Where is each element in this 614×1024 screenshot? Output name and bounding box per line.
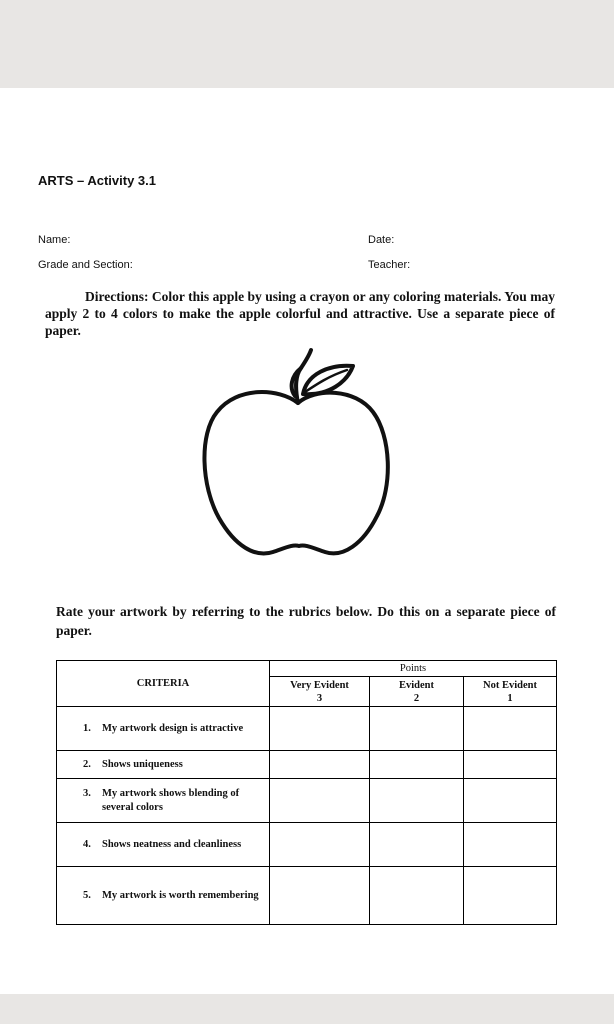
- apple-body: [204, 392, 387, 553]
- score-cell: [370, 779, 464, 823]
- teacher-label: Teacher:: [368, 259, 411, 271]
- criterion-5: 5. My artwork is worth remembering: [57, 867, 270, 925]
- score-cell: [270, 823, 370, 867]
- score-cell: [464, 751, 557, 779]
- score-cell: [270, 707, 370, 751]
- rubric-table: [56, 660, 557, 925]
- name-label: Name:: [38, 234, 71, 246]
- score-cell: [270, 779, 370, 823]
- worksheet-page: [0, 88, 614, 994]
- table-row: [57, 707, 557, 751]
- table-row: [57, 823, 557, 867]
- level-very-evident: Very Evident 3: [270, 677, 370, 707]
- score-cell: [464, 867, 557, 925]
- criterion-3: 3. My artwork shows blending of several colors: [57, 779, 270, 823]
- rate-instruction: Rate your artwork by referring to the rubrics below. Do this on a separate piece of paper.: [56, 604, 556, 638]
- level-not-evident: Not Evident 1: [464, 677, 557, 707]
- score-cell: [464, 779, 557, 823]
- criterion-2: 2. Shows uniqueness: [57, 751, 270, 779]
- score-cell: [370, 823, 464, 867]
- criteria-header: CRITERIA: [57, 661, 270, 707]
- directions-body: Directions: Color this apple by using a crayon or any coloring materials. You may apply 2 to 4 colors to make the apple colorful and attractive. Use a separate piece of paper.: [45, 289, 555, 338]
- apple-outline-drawing: [197, 346, 397, 571]
- table-row: [57, 779, 557, 823]
- table-row: [57, 751, 557, 779]
- directions-text: [45, 288, 555, 339]
- score-cell: [370, 867, 464, 925]
- score-cell: [370, 751, 464, 779]
- date-label: Date:: [368, 234, 395, 246]
- activity-title: ARTS – Activity 3.1: [38, 173, 157, 188]
- score-cell: [464, 823, 557, 867]
- criterion-4: 4. Shows neatness and cleanliness: [57, 823, 270, 867]
- grade-section-label: Grade and Section:: [38, 259, 133, 271]
- score-cell: [370, 707, 464, 751]
- level-evident: Evident 2: [370, 677, 464, 707]
- table-row: [57, 867, 557, 925]
- criterion-1: 1. My artwork design is attractive: [57, 707, 270, 751]
- score-cell: [270, 751, 370, 779]
- points-header: Points: [270, 661, 557, 677]
- score-cell: [464, 707, 557, 751]
- score-cell: [270, 867, 370, 925]
